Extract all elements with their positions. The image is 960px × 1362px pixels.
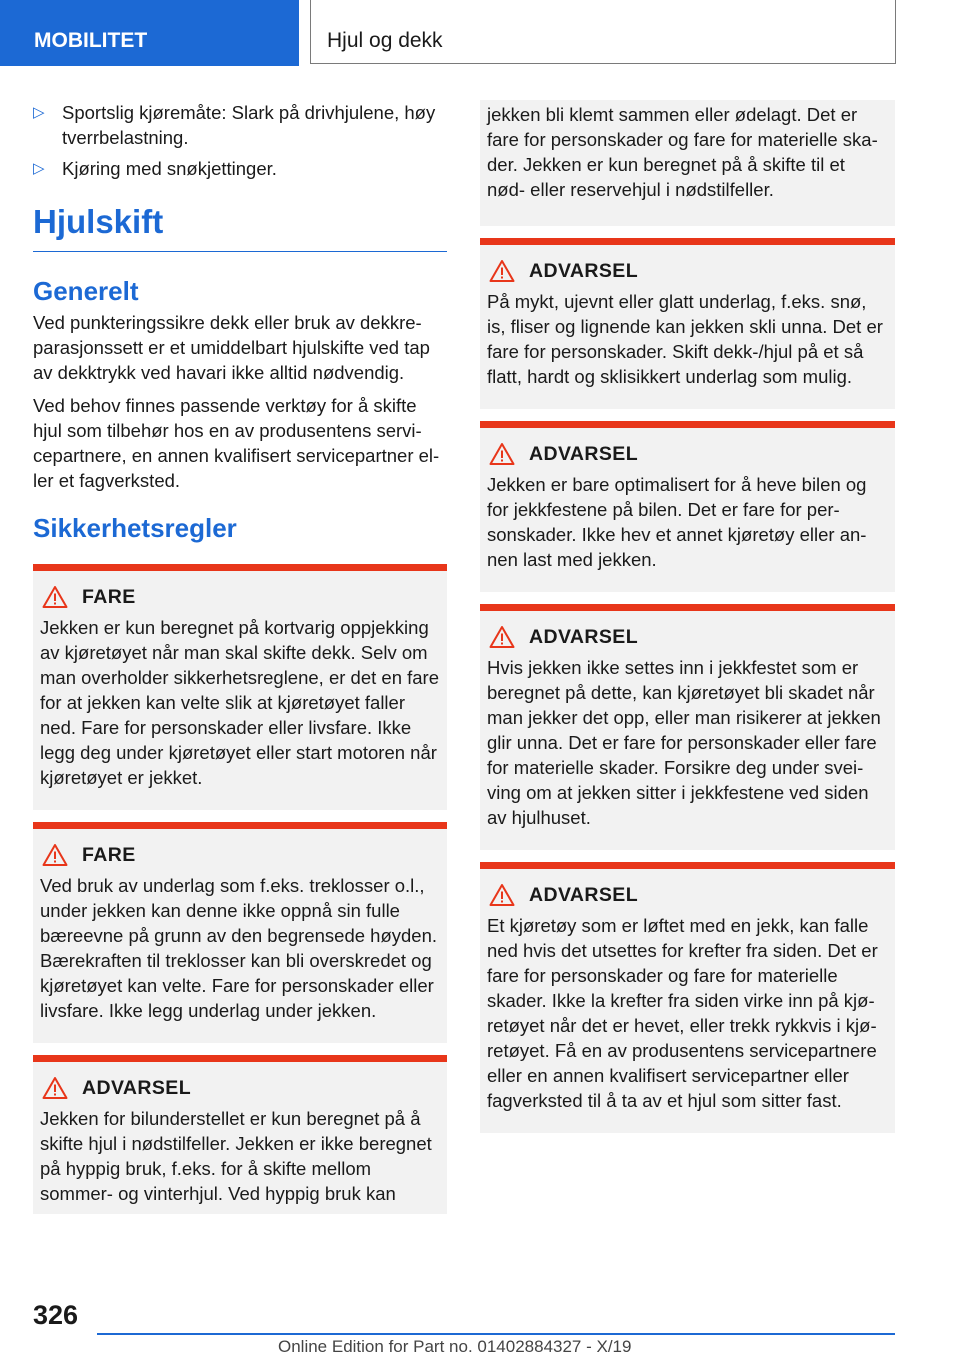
section-title: Hjul og dekk <box>310 0 896 64</box>
warning-box-caution <box>480 238 895 409</box>
warning-box-danger <box>33 822 447 1043</box>
warning-label: ADVARSEL <box>529 883 639 906</box>
warning-triangle-icon <box>42 1076 68 1100</box>
warning-box-continuation <box>480 100 895 226</box>
warning-label: FARE <box>82 585 136 608</box>
paragraph: Ved behov finnes passende verktøy for å skifte hjul som tilbehør hos en av produsentens servicepartnere, en annen kvalifisert servicepartner eller et fagverksted. <box>33 395 440 491</box>
warning-text: Jekken er kun beregnet på kortvarig oppjekking av kjøretøyet når man skal skifte dekk. Selv om man overholder sikkerhetsreglene, er det en fare for at jekken kan velte slik at kjøretøyet faller ned. Fare for personskader eller livsfare. Ikke legg deg under kjøretøyet eller start motoren når kjøretøyet er jekket. <box>40 617 439 788</box>
warning-label: ADVARSEL <box>82 1076 192 1099</box>
left-column <box>33 100 447 1226</box>
warning-box-caution <box>480 862 895 1133</box>
warning-label: ADVARSEL <box>529 625 639 648</box>
warning-triangle-icon <box>489 442 515 466</box>
page-header <box>0 0 960 66</box>
list-item <box>33 156 447 181</box>
warning-text: Et kjøretøy som er løftet med en jekk, kan falle ned hvis det utsettes for krefter fra siden. Det er fare for personskader og fare for materielle skader. Ikke la krefter fra siden virke inn på kjøretøyet når det er hevet, eller trekk rykkvis i kjøretøyet. Få en av produsentens servicepartnere eller en annen kvalifisert servicepartner eller fagverksted til å ta av et hjul som sitter fast. <box>487 915 878 1111</box>
warning-text: Jekken for bilunderstellet er kun beregnet på å skifte hjul i nødstilfeller. Jekken er ikke beregnet på hyppig bruk, f.eks. for å skifte mellom sommer- og vinterhjul. Ved hyppig bruk kan <box>40 1108 432 1204</box>
warning-text: Jekken er bare optimalisert for å heve bilen og for jekkfestene på bilen. Det er fare for personskader. Ikke hev et annet kjøretøy eller annen last med jekken. <box>487 474 867 570</box>
footer-divider <box>97 1333 895 1335</box>
bullet-list <box>33 100 447 181</box>
warning-text: jekken bli klemt sammen eller ødelagt. Det er fare for personskader og fare for materielle skader. Jekken er kun beregnet på å skifte til et nød- eller reservehjul i nødstilfeller. <box>487 104 878 200</box>
heading-hjulskift: Hjulskift <box>33 203 447 252</box>
warning-text: På mykt, ujevnt eller glatt underlag, f.eks. snø, is, fliser og lignende kan jekken skli unna. Det er fare for personskader. Skift dekk-/hjul på et så flatt, hardt og sklisikkert underlag som mulig. <box>487 291 883 387</box>
triangle-bullet-icon: ▷ <box>33 160 45 177</box>
warning-label: ADVARSEL <box>529 259 639 282</box>
warning-label: FARE <box>82 843 136 866</box>
list-item-text: Kjøring med snøkjettinger. <box>62 158 277 179</box>
warning-box-caution <box>480 604 895 850</box>
warning-triangle-icon <box>489 259 515 283</box>
heading-sikkerhetsregler: Sikkerhetsregler <box>33 513 237 543</box>
warning-triangle-icon <box>489 883 515 907</box>
warning-triangle-icon <box>489 625 515 649</box>
list-item-text: Sportslig kjøremåte: Slark på drivhjulene, høy tverrbelastning. <box>62 102 436 148</box>
warning-triangle-icon <box>42 585 68 609</box>
warning-text: Ved bruk av underlag som f.eks. treklosser o.l., under jekken kan denne ikke oppnå sin fulle bæreevne på grunn av den begrensede høyden. Bærekraften til treklosser kan bli overskredet og kjøretøyet kan velte. Fare for personskader eller livsfare. Ikke legg underlag under jekken. <box>40 875 438 1021</box>
warning-text: Hvis jekken ikke settes inn i jekkfestet som er beregnet på dette, kan kjøretøyet bli skadet når man jekker det opp, eller man risikerer at jekken glir unna. Det er fare for personskader eller fare for materielle skader. Forsikre deg under sveiving om at jekken sitter i jekkfestene ved siden av hjulhuset. <box>487 657 881 828</box>
edition-text: Online Edition for Part no. 01402884327 - X/19 <box>278 1337 632 1356</box>
triangle-bullet-icon: ▷ <box>33 104 45 121</box>
page-number: 326 <box>33 1300 79 1330</box>
warning-box-caution <box>33 1055 447 1214</box>
warning-box-caution <box>480 421 895 592</box>
chapter-tab[interactable]: MOBILITET <box>0 0 299 66</box>
warning-label: ADVARSEL <box>529 442 639 465</box>
list-item <box>33 100 447 150</box>
heading-generelt: Generelt <box>33 276 139 306</box>
warning-triangle-icon <box>42 843 68 867</box>
right-column <box>480 100 895 1145</box>
warning-box-danger <box>33 564 447 810</box>
paragraph: Ved punkteringssikre dekk eller bruk av dekkreparasjonssett er et umiddelbart hjulskifte ved tap av dekktrykk ved havari ikke alltid nødvendig. <box>33 312 430 383</box>
